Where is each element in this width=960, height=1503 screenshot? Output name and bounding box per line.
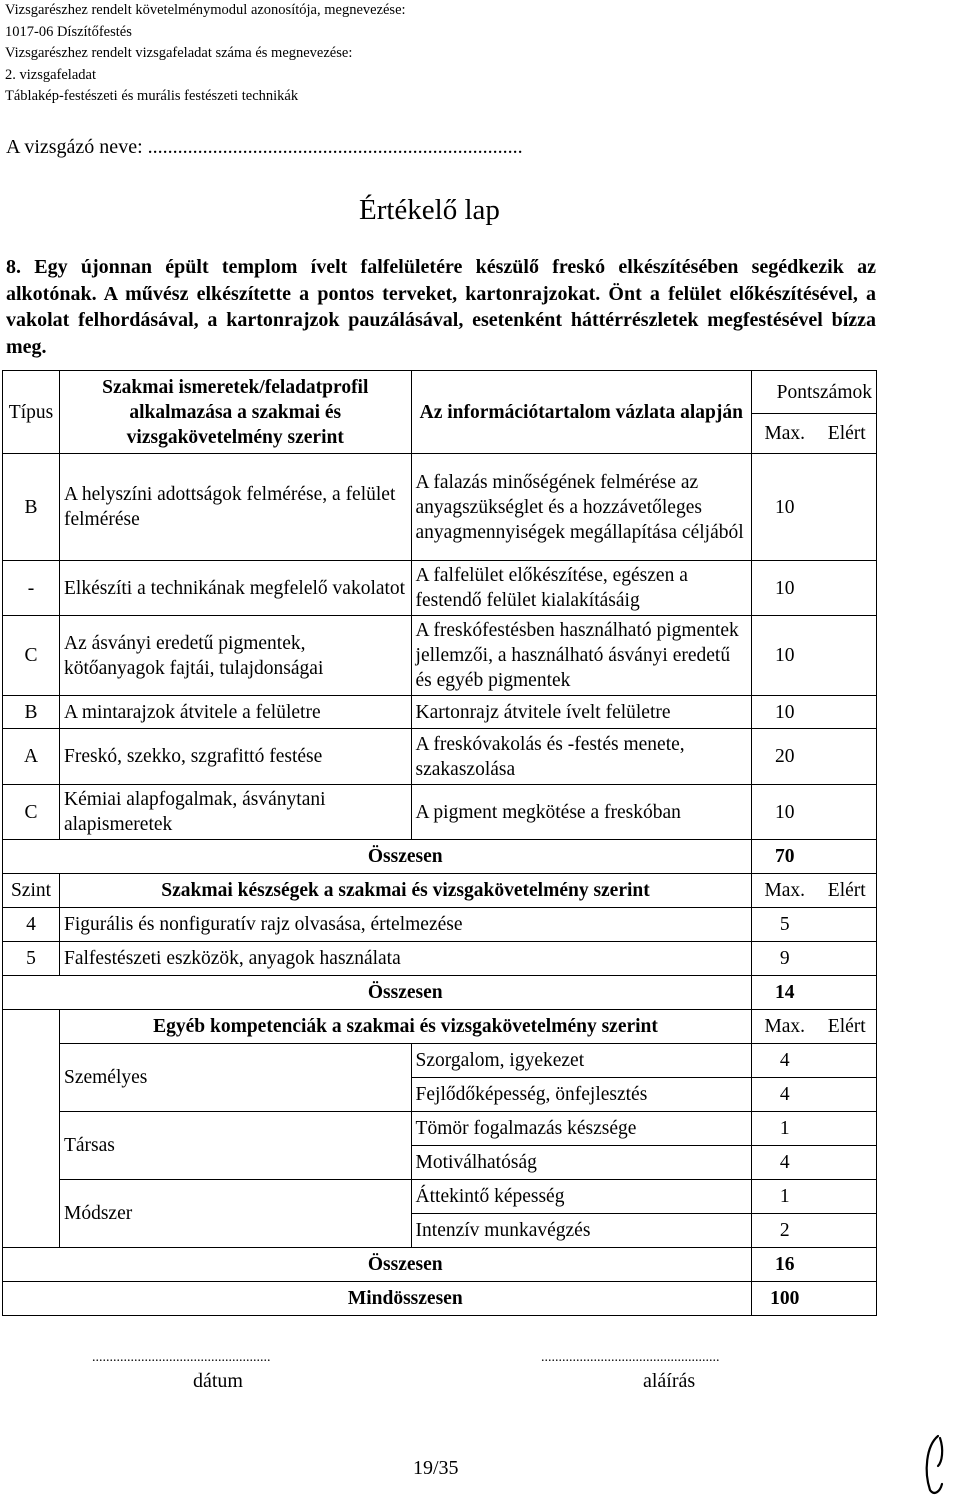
col-knowledge-header: Szakmai ismeretek/feladatprofil alkalmazása a szakmai és vizsgakövetelmény szerint	[59, 371, 411, 454]
other-total-label: Összesen	[59, 1248, 751, 1282]
row-max: 10	[752, 454, 818, 561]
header-task-name: Táblakép-festészeti és murális festészeti technikák	[5, 88, 299, 105]
skill-level: 5	[3, 942, 60, 976]
col-max-header: Max.	[752, 414, 818, 454]
row-achieved	[817, 696, 876, 729]
other-achieved-header: Elért	[817, 1010, 876, 1044]
other-header: Egyéb kompetenciák a szakmai és vizsgakövetelmény szerint	[59, 1010, 751, 1044]
skills-max-header: Max.	[752, 874, 818, 908]
item-max: 1	[752, 1180, 818, 1214]
table-row	[3, 616, 877, 696]
skill-name: Figurális és nonfiguratív rajz olvasása, értelmezése	[59, 908, 751, 942]
table-row	[3, 1044, 877, 1078]
group-personal: Személyes	[59, 1044, 411, 1112]
col-achieved-header: Elért	[817, 414, 876, 454]
row-max: 10	[752, 561, 818, 616]
other-header-row	[3, 1010, 877, 1044]
date-dotted-line: ...................................................	[92, 1350, 271, 1365]
row-type: -	[3, 561, 60, 616]
row-task: Kémiai alapfogalmak, ásványtani alapismeretek	[59, 785, 411, 840]
row-info: Kartonrajz átvitele ívelt felületre	[411, 696, 752, 729]
item-name: Áttekintő képesség	[411, 1180, 752, 1214]
row-achieved	[817, 785, 876, 840]
signature-label: aláírás	[643, 1370, 696, 1392]
table-row	[3, 908, 877, 942]
page-number: 19/35	[413, 1457, 459, 1479]
task-description: 8. Egy újonnan épült templom ívelt falfelületére készülő freskó elkészítésében segédkezik az alkotónak. A művész elkészítette a pontos terveket, kartonrajzokat. Önt a felület előkészítésével, a vakolat felhordásával, a kartonrajzok pauzálásával, esetenként háttérrészletek megfestésével bízza meg.	[6, 256, 876, 358]
row-achieved	[817, 729, 876, 785]
row-type: B	[3, 696, 60, 729]
row-task: A mintarajzok átvitele a felületre	[59, 696, 411, 729]
col-points-header: Pontszámok	[752, 371, 877, 414]
table-row	[3, 561, 877, 616]
row-type: A	[3, 729, 60, 785]
skills-total-row	[3, 976, 877, 1010]
header-module-label: Vizsgarészhez rendelt követelménymodul azonosítója, megnevezése:	[5, 2, 406, 18]
knowledge-total-label: Összesen	[59, 840, 751, 874]
row-info: A pigment megkötése a freskóban	[411, 785, 752, 840]
grand-total-value: 100	[752, 1282, 818, 1316]
table-row	[3, 942, 877, 976]
item-name: Motiválhatóság	[411, 1146, 752, 1180]
item-name: Szorgalom, igyekezet	[411, 1044, 752, 1078]
row-type: C	[3, 616, 60, 696]
item-max: 4	[752, 1146, 818, 1180]
row-task: Az ásványi eredetű pigmentek, kötőanyagok fajtái, tulajdonságai	[59, 616, 411, 696]
item-max: 2	[752, 1214, 818, 1248]
table-row	[3, 729, 877, 785]
skills-header: Szakmai készségek a szakmai és vizsgakövetelmény szerint	[59, 874, 751, 908]
date-label: dátum	[193, 1370, 243, 1392]
handwritten-signature-icon	[918, 1432, 958, 1498]
row-info: A freskóvakolás és -festés menete, szakaszolása	[411, 729, 752, 785]
item-max: 4	[752, 1078, 818, 1112]
table-row	[3, 1112, 877, 1146]
item-max: 4	[752, 1044, 818, 1078]
row-task: Elkészíti a technikának megfelelő vakolatot	[59, 561, 411, 616]
signature-dotted-line: ...................................................	[541, 1350, 720, 1365]
row-type: B	[3, 454, 60, 561]
row-max: 10	[752, 616, 818, 696]
row-info: A falazás minőségének felmérése az anyagszükséglet és a hozzávetőleges anyagmennyiségek megállapítása céljából	[411, 454, 752, 561]
other-max-header: Max.	[752, 1010, 818, 1044]
row-achieved	[817, 561, 876, 616]
item-name: Intenzív munkavégzés	[411, 1214, 752, 1248]
row-type: C	[3, 785, 60, 840]
table-row	[3, 785, 877, 840]
row-task: Freskó, szekko, szgrafittó festése	[59, 729, 411, 785]
header-module-value: 1017-06 Díszítőfestés	[5, 23, 132, 40]
row-task: A helyszíni adottságok felmérése, a felület felmérése	[59, 454, 411, 561]
skills-header-row	[3, 874, 877, 908]
col-type-header: Típus	[3, 371, 60, 454]
skills-total-value: 14	[752, 976, 818, 1010]
skill-max: 5	[752, 908, 818, 942]
grand-total-row	[3, 1282, 877, 1316]
row-info: A freskófestésben használható pigmentek jellemzői, a használható ásványi eredetű és egyéb pigmentek	[411, 616, 752, 696]
table-row	[3, 1180, 877, 1214]
skill-max: 9	[752, 942, 818, 976]
row-info: A falfelület előkészítése, egészen a festendő felület kialakításáig	[411, 561, 752, 616]
group-method: Módszer	[59, 1180, 411, 1248]
skill-name: Falfestészeti eszközök, anyagok használata	[59, 942, 751, 976]
skills-achieved-header: Elért	[817, 874, 876, 908]
knowledge-total-row	[3, 840, 877, 874]
skills-total-label: Összesen	[59, 976, 751, 1010]
table-row	[3, 696, 877, 729]
skill-level: 4	[3, 908, 60, 942]
document-header	[5, 0, 406, 108]
other-total-value: 16	[752, 1248, 818, 1282]
page-title: Értékelő lap	[359, 194, 500, 226]
table-row	[3, 454, 877, 561]
col-info-header: Az információtartalom vázlata alapján	[411, 371, 752, 454]
other-total-row	[3, 1248, 877, 1282]
row-max: 10	[752, 785, 818, 840]
row-achieved	[817, 616, 876, 696]
evaluation-table	[2, 370, 877, 1316]
group-social: Társas	[59, 1112, 411, 1180]
grand-total-label: Mindösszesen	[59, 1282, 751, 1316]
item-name: Tömör fogalmazás készsége	[411, 1112, 752, 1146]
item-name: Fejlődőképesség, önfejlesztés	[411, 1078, 752, 1112]
row-max: 10	[752, 696, 818, 729]
row-achieved	[817, 454, 876, 561]
header-task-number: 2. vizsgafeladat	[5, 66, 96, 83]
knowledge-total-value: 70	[752, 840, 818, 874]
header-task-label: Vizsgarészhez rendelt vizsgafeladat száma és megnevezése:	[5, 45, 353, 62]
candidate-name-line: A vizsgázó neve: ...........................................................................	[6, 136, 523, 158]
item-max: 1	[752, 1112, 818, 1146]
col-level-header: Szint	[3, 874, 60, 908]
row-max: 20	[752, 729, 818, 785]
